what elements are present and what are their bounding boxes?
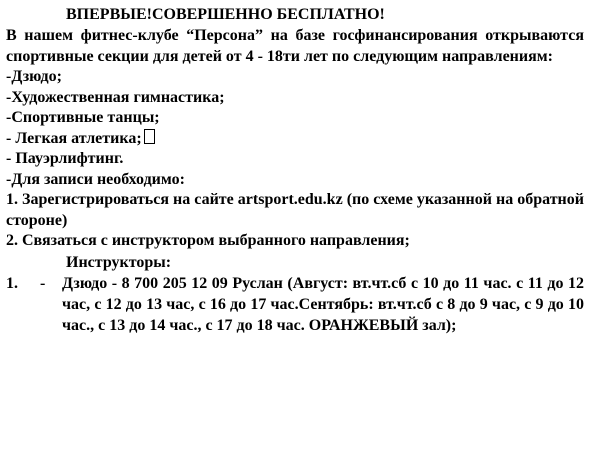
direction-item: - Пауэрлифтинг.	[6, 150, 124, 167]
intro-paragraph: В нашем фитнес-клубе “Персона” на базе госфинансирования открываются спортивные секции для детей от 4 - 18ти лет по следующим направлениям:	[6, 27, 584, 65]
steps-list	[6, 190, 584, 252]
document-title: ВПЕРВЫЕ!СОВЕРШЕННО БЕСПЛАТНО!	[66, 6, 385, 23]
instructor-text: Дзюдо - 8 700 205 12 09 Руслан (Август: вт.чт.сб с 10 до 11 час. с 11 до 12 час, с 12 до 13 час, с 16 до 17 час.Сентябрь: вт.чт.сб с 8 до 9 час, с 9 до 10 час., с 13 до 14 час., с 17 до 18 час. ОРАНЖЕВЫЙ зал);	[62, 274, 584, 334]
step-item: 2. Связаться с инструктором выбранного направления;	[6, 232, 410, 249]
instructors-heading: Инструкторы:	[66, 253, 172, 271]
direction-item: -Спортивные танцы;	[6, 109, 160, 126]
instructor-item	[6, 273, 584, 336]
direction-item: -Дзюдо;	[6, 68, 62, 85]
instructor-number: 1.	[6, 274, 18, 292]
directions-list	[6, 67, 584, 190]
direction-item: -Художественная гимнастика;	[6, 88, 225, 106]
missing-glyph-icon	[144, 129, 155, 144]
direction-item: -Для записи необходимо:	[6, 170, 185, 188]
direction-item-text: - Легкая атлетика;	[6, 129, 142, 147]
instructor-dash: -	[40, 274, 46, 292]
direction-item	[6, 129, 584, 150]
step-item: 1. Зарегистрироваться на сайте artsport.edu.kz (по схеме указанной на обратной стороне)	[6, 191, 584, 229]
